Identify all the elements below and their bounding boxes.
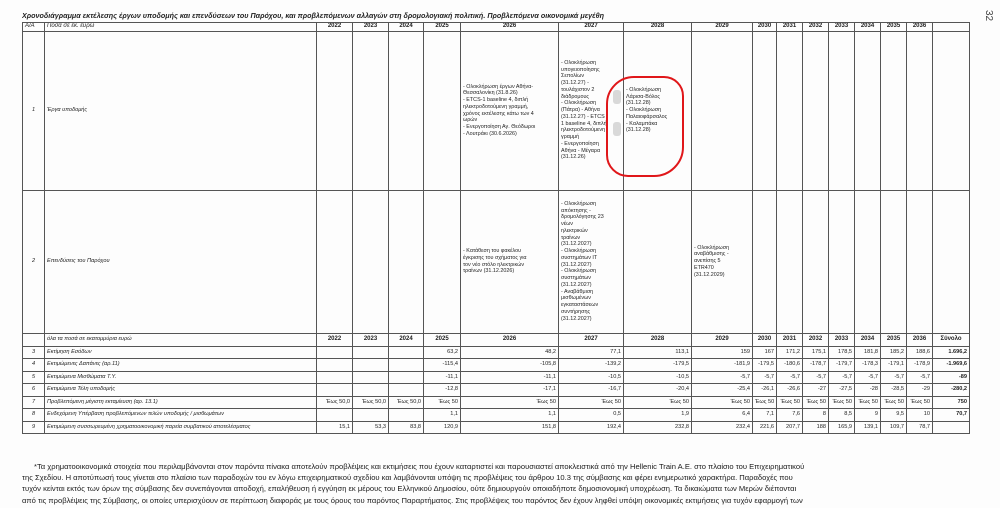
- value-cell: 9,5: [881, 409, 907, 422]
- page-number: 32: [982, 9, 994, 22]
- value-cell: -5,7: [829, 371, 855, 384]
- value-cell: -26,1: [753, 384, 777, 397]
- value-cell: Έως 50: [881, 396, 907, 409]
- value-cell: -5,7: [777, 371, 803, 384]
- financial-row: [23, 384, 970, 397]
- value-cell: -28,5: [881, 384, 907, 397]
- row-label: Εκτιμώμενα Τέλη υποδομής: [45, 384, 317, 397]
- value-cell: [353, 409, 389, 422]
- row-label: Εκτιμώμενες Δαπάνες (αρ.11): [45, 359, 317, 372]
- header-year: 2033: [829, 23, 855, 32]
- row-index: 7: [23, 396, 45, 409]
- value-cell: Έως 50: [461, 396, 559, 409]
- subheader-year: 2034: [855, 333, 881, 346]
- subheader-year: 2027: [559, 333, 624, 346]
- value-cell: [353, 359, 389, 372]
- value-cell: 175,1: [803, 346, 829, 359]
- value-cell: Έως 50: [624, 396, 692, 409]
- row-index: 6: [23, 384, 45, 397]
- value-cell: 1,1: [461, 409, 559, 422]
- header-year: 2028: [624, 23, 692, 32]
- value-cell: 181,8: [855, 346, 881, 359]
- header-year: 2023: [353, 23, 389, 32]
- subheader-year: 2026: [461, 333, 559, 346]
- value-cell: -179,1: [881, 359, 907, 372]
- value-cell: [353, 384, 389, 397]
- value-cell: 192,4: [559, 421, 624, 434]
- value-cell: -115,4: [424, 359, 461, 372]
- value-cell: 120,9: [424, 421, 461, 434]
- value-cell: 8,5: [829, 409, 855, 422]
- milestones-2026: - Ολοκλήρωση έργων Αθήνα- Θεσσαλονίκη (31.8.26) - ETCS-1 baseline 4, διπλή ηλεκτροδοτούμενη γραμμή, χρόνος εκτέλεσης κάτω των 4 ωρών - Ενεργοποίηση Αγ. Θεόδωροι - Λουτράκι (30.6.2026): [461, 31, 559, 190]
- value-cell: Έως 50: [777, 396, 803, 409]
- header-year: 2029: [692, 23, 753, 32]
- value-cell: 165,9: [829, 421, 855, 434]
- value-cell: Έως 50: [559, 396, 624, 409]
- total-cell: 70,7: [933, 409, 970, 422]
- value-cell: -27,5: [829, 384, 855, 397]
- value-cell: -5,7: [907, 371, 933, 384]
- row-label: Προβλεπόμενη μέγιστη εκταμίευση (αρ. 13.1): [45, 396, 317, 409]
- subheader-year: 2036: [907, 333, 933, 346]
- financial-row: [23, 346, 970, 359]
- header-year: 2026: [461, 23, 559, 32]
- value-cell: -5,7: [803, 371, 829, 384]
- value-cell: [389, 359, 424, 372]
- value-cell: -25,4: [692, 384, 753, 397]
- value-cell: Έως 50: [753, 396, 777, 409]
- subheader-year: 2035: [881, 333, 907, 346]
- investments-2026: - Κατάθεση του φακέλου έγκρισης του σχήματος για τον νέο στόλο ηλεκτρικών τραίνων (31.12.2026): [461, 190, 559, 333]
- value-cell: [317, 346, 353, 359]
- value-cell: 7,1: [753, 409, 777, 422]
- value-cell: Έως 50: [907, 396, 933, 409]
- financial-rows: [23, 346, 970, 434]
- investments-2027: - Ολοκλήρωση απόκτησης - δρομολόγησης 23 νέων ηλεκτρικών τραίνων (31.12.2027) - Ολοκλήρωση συστημάτων IT (31.12.2027) - Ολοκλήρωση συστημάτων (31.12.2027) - Αναβάθμιση μισθωμένων εγκαταστάσεων συντήρησης (31.12.2027): [559, 190, 624, 333]
- total-cell: -1.969,6: [933, 359, 970, 372]
- value-cell: 188,6: [907, 346, 933, 359]
- footnote: [22, 461, 967, 506]
- subheader-year: 2023: [353, 333, 389, 346]
- value-cell: -139,2: [559, 359, 624, 372]
- row-index: 1: [23, 31, 45, 190]
- header-year: 2031: [777, 23, 803, 32]
- value-cell: 77,1: [559, 346, 624, 359]
- header-year: 2034: [855, 23, 881, 32]
- value-cell: -105,8: [461, 359, 559, 372]
- milestones-2028: - Ολοκλήρωση Λάρισα-Βόλος (31.12.28) - Ολοκλήρωση Παλαιοφάρσαλος - Καλαμπάκα (31.12.28): [624, 31, 692, 190]
- milestones-2027: - Ολοκλήρωση υπογειοποίησης Σεπολίων (31.12.27) - τουλάχιστον 2 διάδρομους - Ολοκλήρωση (Πάτρα) - Αθήνα (31.12.27) - ETCS 1 baseline 4, διπλή ηλεκτροδοτούμενη γραμμή - Ενεργοποίηση Αθήνα - Μέγαρα (31.12.26): [559, 31, 624, 190]
- header-row: [23, 23, 970, 32]
- value-cell: 167: [753, 346, 777, 359]
- row-label: Εκτίμηση Εσόδων: [45, 346, 317, 359]
- row-label: Εκτιμώμενη συσσωρευμένη χρηματοοικονομική παρεία συμβατικού αποτελέσματος: [45, 421, 317, 434]
- value-cell: -17,1: [461, 384, 559, 397]
- value-cell: -5,7: [692, 371, 753, 384]
- amounts-caption: όλα τα ποσά σε εκατομμύρια ευρώ: [45, 333, 317, 346]
- value-cell: 171,2: [777, 346, 803, 359]
- value-cell: 221,6: [753, 421, 777, 434]
- value-cell: [389, 346, 424, 359]
- value-cell: 15,1: [317, 421, 353, 434]
- value-cell: 8: [803, 409, 829, 422]
- header-year: 2027: [559, 23, 624, 32]
- row-index: 8: [23, 409, 45, 422]
- financial-row: [23, 421, 970, 434]
- header-index: Α/Α: [23, 23, 45, 32]
- value-cell: 0,5: [559, 409, 624, 422]
- value-cell: Έως 50,0: [389, 396, 424, 409]
- header-year: 2024: [389, 23, 424, 32]
- infrastructure-row: [23, 31, 970, 190]
- subheader-year: 2033: [829, 333, 855, 346]
- subheader-year: 2030: [753, 333, 777, 346]
- value-cell: 78,7: [907, 421, 933, 434]
- value-cell: 1,9: [624, 409, 692, 422]
- header-year: 2032: [803, 23, 829, 32]
- total-cell: -89: [933, 371, 970, 384]
- header-year: 2025: [424, 23, 461, 32]
- footnote-line: από τις προβλέψεις της Σύμβασης, οι οποίες υπερισχύουν σε περίπτωση διαφοράς με τους όρους του παρόντος Παραρτήματος. Στις προβλέψεις του παρόντος δεν έχουν ληφθεί υπόψη οικονομικές εκτιμήσεις για τυχόν εφαρμογή των: [22, 495, 803, 505]
- value-cell: [317, 384, 353, 397]
- value-cell: -5,7: [753, 371, 777, 384]
- financial-row: [23, 359, 970, 372]
- value-cell: 109,7: [881, 421, 907, 434]
- value-cell: 6,4: [692, 409, 753, 422]
- row-label: Έργα υποδομής: [45, 31, 317, 190]
- value-cell: [353, 371, 389, 384]
- redaction-smudge: [613, 90, 621, 104]
- value-cell: -29: [907, 384, 933, 397]
- header-year: 2036: [907, 23, 933, 32]
- value-cell: -178,9: [907, 359, 933, 372]
- header-year: 2035: [881, 23, 907, 32]
- value-cell: 1,1: [424, 409, 461, 422]
- value-cell: -16,7: [559, 384, 624, 397]
- redaction-smudge: [613, 122, 621, 136]
- value-cell: 7,6: [777, 409, 803, 422]
- value-cell: -5,7: [881, 371, 907, 384]
- value-cell: 10: [907, 409, 933, 422]
- row-index: 2: [23, 190, 45, 333]
- value-cell: -10,5: [559, 371, 624, 384]
- value-cell: 53,3: [353, 421, 389, 434]
- subheader-year: 2029: [692, 333, 753, 346]
- row-label: Επενδύσεις του Παρόχου: [45, 190, 317, 333]
- subheader-year: 2028: [624, 333, 692, 346]
- value-cell: [389, 384, 424, 397]
- header-year: 2030: [753, 23, 777, 32]
- value-cell: 9: [855, 409, 881, 422]
- row-index: 5: [23, 371, 45, 384]
- total-cell: -280,2: [933, 384, 970, 397]
- row-index: 3: [23, 346, 45, 359]
- footnote-line: της Σχεδίου. Η αποτύπωσή τους γίνεται στο πλαίσιο των παραδοχών του εν λόγω επιχειρηματικού σχεδίου και λαμβάνονται υπόψη τις προβλέψεις του άρθρου 10.3 της σύμβασης και φέρει ενημερωτικό χαρακτήρα. Παραδοχές που: [22, 473, 793, 483]
- value-cell: [317, 409, 353, 422]
- value-cell: -20,4: [624, 384, 692, 397]
- row-index: 4: [23, 359, 45, 372]
- investments-row: [23, 190, 970, 333]
- subheader-year: 2022: [317, 333, 353, 346]
- subheader-year: 2025: [424, 333, 461, 346]
- value-cell: -5,7: [855, 371, 881, 384]
- value-cell: -181,9: [692, 359, 753, 372]
- header-label: Ποσά σε εκ. ευρώ: [45, 23, 317, 32]
- value-cell: -179,7: [829, 359, 855, 372]
- value-cell: [353, 346, 389, 359]
- value-cell: 63,2: [424, 346, 461, 359]
- row-label: Ενδεχόμενη Υπέρβαση προβλεπόμενων τελών υποδομής / μισθωμάτων: [45, 409, 317, 422]
- row-index: 9: [23, 421, 45, 434]
- value-cell: -28: [855, 384, 881, 397]
- value-cell: Έως 50,0: [353, 396, 389, 409]
- value-cell: -26,6: [777, 384, 803, 397]
- value-cell: Έως 50: [424, 396, 461, 409]
- value-cell: -12,8: [424, 384, 461, 397]
- value-cell: [317, 359, 353, 372]
- value-cell: Έως 50: [855, 396, 881, 409]
- value-cell: [317, 371, 353, 384]
- footnote-line: *Τα χρηματοοικονομικά στοιχεία που περιλαμβάνονται στον παρόντα πίνακα αποτελούν προβλέψεις και εκτιμήσεις που έχουν καταρτιστεί και παρουσιαστεί αποκλειστικά από την Hellenic Train A.E. στο πλαίσιο του Επιχειρηματικού: [34, 462, 805, 471]
- schedule-table: [22, 22, 970, 434]
- total-cell: 750: [933, 396, 970, 409]
- value-cell: 48,2: [461, 346, 559, 359]
- amounts-header-row: [23, 333, 970, 346]
- value-cell: Έως 50,0: [317, 396, 353, 409]
- value-cell: -11,1: [461, 371, 559, 384]
- value-cell: Έως 50: [692, 396, 753, 409]
- value-cell: -178,7: [803, 359, 829, 372]
- value-cell: 151,8: [461, 421, 559, 434]
- document-title: Χρονοδιάγραμμα εκτέλεσης έργων υποδομής και επενδύσεων του Παρόχου, και προβλεπόμενων αλλαγών στη δρομολογιακή πολιτική. Προβλεπόμενα οικονομικά μεγέθη: [22, 11, 604, 20]
- value-cell: [389, 409, 424, 422]
- value-cell: [389, 371, 424, 384]
- subheader-year: 2032: [803, 333, 829, 346]
- value-cell: 139,1: [855, 421, 881, 434]
- value-cell: 83,8: [389, 421, 424, 434]
- subheader-year: 2024: [389, 333, 424, 346]
- total-cell: [933, 421, 970, 434]
- financial-row: [23, 371, 970, 384]
- value-cell: 159: [692, 346, 753, 359]
- value-cell: -179,5: [624, 359, 692, 372]
- value-cell: -11,1: [424, 371, 461, 384]
- value-cell: 178,5: [829, 346, 855, 359]
- value-cell: 232,4: [692, 421, 753, 434]
- header-blank: [933, 23, 970, 32]
- subheader-total: Σύνολο: [933, 333, 970, 346]
- value-cell: Έως 50: [829, 396, 855, 409]
- value-cell: -180,6: [777, 359, 803, 372]
- investments-2029: - Ολοκλήρωση αναβάθμισης - ανεπίσης 5 ETR470 (31.12.2029): [692, 190, 753, 333]
- value-cell: Έως 50: [803, 396, 829, 409]
- value-cell: 185,2: [881, 346, 907, 359]
- row-label: Εκτιμώμενα Μισθώματα Τ.Υ.: [45, 371, 317, 384]
- subheader-year: 2031: [777, 333, 803, 346]
- value-cell: -178,3: [855, 359, 881, 372]
- financial-row: [23, 409, 970, 422]
- value-cell: -179,5: [753, 359, 777, 372]
- value-cell: -10,5: [624, 371, 692, 384]
- value-cell: 207,7: [777, 421, 803, 434]
- financial-row: [23, 396, 970, 409]
- total-cell: 1.696,2: [933, 346, 970, 359]
- value-cell: 188: [803, 421, 829, 434]
- header-year: 2022: [317, 23, 353, 32]
- value-cell: 232,8: [624, 421, 692, 434]
- footnote-line: τυχόν κείνται εκτός των όρων της σύμβασης δεν συνεπάγονται αποδοχή, επαλήθευση ή εγγύηση εκ μέρους του Ελληνικού Δημοσίου, ούτε δημιουργούν οποιαδήποτε δημοσιονομική υποχρέωση. Τα δικαιώματα των Μερών διέπονται: [22, 484, 797, 494]
- value-cell: -27: [803, 384, 829, 397]
- value-cell: 113,1: [624, 346, 692, 359]
